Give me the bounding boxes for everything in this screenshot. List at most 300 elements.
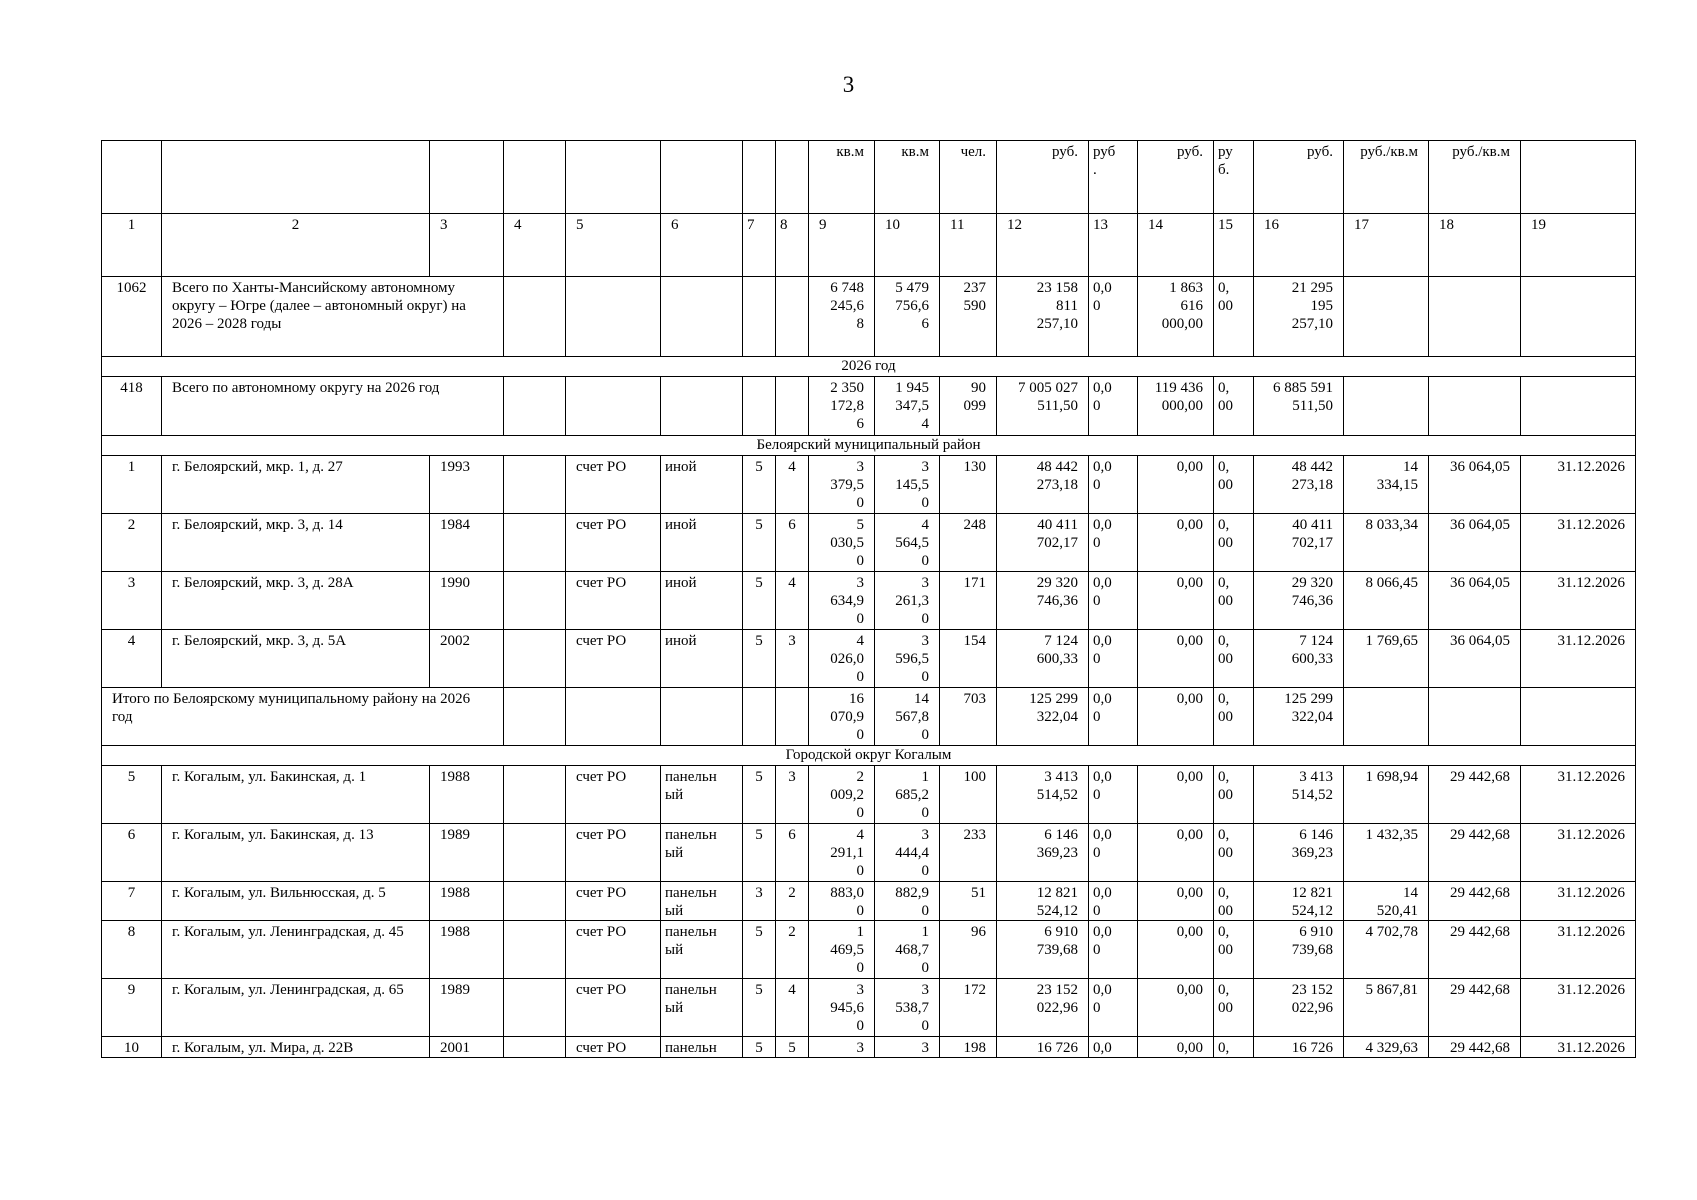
unit-header: кв.м (809, 141, 875, 214)
value-c13: 0,0 0 (1089, 277, 1138, 357)
value-c11: 237 590 (940, 277, 997, 357)
value-c16: 3 413 514,52 (1254, 766, 1344, 824)
value-c18: 29 442,68 (1429, 766, 1521, 824)
column-index: 6 (661, 214, 743, 277)
value-c10: 5 479 756,6 6 (875, 277, 940, 357)
floors: 5 (743, 1037, 776, 1058)
build-year: 1988 (430, 882, 504, 921)
build-year: 2001 (430, 1037, 504, 1058)
value-c10: 1 468,7 0 (875, 921, 940, 979)
column-index: 14 (1138, 214, 1214, 277)
value-c11: 154 (940, 630, 997, 688)
empty-cell (1521, 377, 1636, 436)
unit-header: чел. (940, 141, 997, 214)
value-c16: 16 726 (1254, 1037, 1344, 1058)
column-index: 1 (102, 214, 162, 277)
empty-cell (1429, 377, 1521, 436)
empty-cell (1429, 277, 1521, 357)
row-number: 10 (102, 1037, 162, 1058)
address: г. Когалым, ул. Бакинская, д. 13 (162, 824, 430, 882)
value-c15: 0, 00 (1214, 766, 1254, 824)
unit-header (162, 141, 430, 214)
value-c17: 1 698,94 (1344, 766, 1429, 824)
value-c15: 0, 00 (1214, 688, 1254, 746)
value-c15: 0, 00 (1214, 979, 1254, 1037)
unit-header (566, 141, 661, 214)
wall-material: панельн (661, 1037, 743, 1058)
build-year: 1989 (430, 824, 504, 882)
empty-cell (504, 377, 566, 436)
value-c9: 3 945,6 0 (809, 979, 875, 1037)
floors: 5 (743, 572, 776, 630)
value-c13: 0,0 0 (1089, 514, 1138, 572)
beloyarsky-total-row (102, 688, 1636, 746)
column-index: 4 (504, 214, 566, 277)
floors: 5 (743, 456, 776, 514)
unit-header: руб. (1138, 141, 1214, 214)
row-id: 1062 (102, 277, 162, 357)
deadline: 31.12.2026 (1521, 882, 1636, 921)
entrances: 3 (776, 766, 809, 824)
table-body (102, 141, 1636, 1058)
value-c16: 48 442 273,18 (1254, 456, 1344, 514)
value-c16: 40 411 702,17 (1254, 514, 1344, 572)
value-c13: 0,0 0 (1089, 688, 1138, 746)
unit-header: ру б. (1214, 141, 1254, 214)
value-c18: 36 064,05 (1429, 630, 1521, 688)
value-c10: 4 564,5 0 (875, 514, 940, 572)
table-row (102, 824, 1636, 882)
value-c12: 12 821 524,12 (997, 882, 1089, 921)
deadline: 31.12.2026 (1521, 824, 1636, 882)
address: г. Белоярский, мкр. 3, д. 5А (162, 630, 430, 688)
value-c18: 36 064,05 (1429, 514, 1521, 572)
column-index: 13 (1089, 214, 1138, 277)
value-c16: 21 295 195 257,10 (1254, 277, 1344, 357)
value-c17: 14 334,15 (1344, 456, 1429, 514)
column-index: 11 (940, 214, 997, 277)
value-c16: 12 821 524,12 (1254, 882, 1344, 921)
wall-material: иной (661, 572, 743, 630)
value-c18: 29 442,68 (1429, 824, 1521, 882)
empty-cell (504, 688, 566, 746)
column-index: 7 (743, 214, 776, 277)
deadline: 31.12.2026 (1521, 572, 1636, 630)
empty-cell (1521, 688, 1636, 746)
value-c15: 0, 00 (1214, 456, 1254, 514)
empty-cell (1521, 277, 1636, 357)
value-c9: 2 350 172,8 6 (809, 377, 875, 436)
value-c9: 3 379,5 0 (809, 456, 875, 514)
value-c14: 0,00 (1138, 688, 1214, 746)
row-label: Всего по Ханты-Мансийскому автономному округу – Югре (далее – автономный округ) на 2026 – 2028 годы (162, 277, 504, 357)
value-c16: 125 299 322,04 (1254, 688, 1344, 746)
value-c12: 6 910 739,68 (997, 921, 1089, 979)
table-row (102, 456, 1636, 514)
row-number: 9 (102, 979, 162, 1037)
value-c17: 1 769,65 (1344, 630, 1429, 688)
wall-material: панельн ый (661, 766, 743, 824)
value-c18: 36 064,05 (1429, 572, 1521, 630)
unit-header (743, 141, 776, 214)
value-c18: 29 442,68 (1429, 1037, 1521, 1058)
entrances: 6 (776, 824, 809, 882)
column-index: 8 (776, 214, 809, 277)
table-row (102, 921, 1636, 979)
floors: 5 (743, 824, 776, 882)
col-4 (504, 514, 566, 572)
unit-header: руб./кв.м (1344, 141, 1429, 214)
value-c10: 3 261,3 0 (875, 572, 940, 630)
empty-cell (743, 277, 776, 357)
value-c14: 119 436 000,00 (1138, 377, 1214, 436)
address: г. Белоярский, мкр. 3, д. 14 (162, 514, 430, 572)
funding-source: счет РО (566, 824, 661, 882)
value-c10: 14 567,8 0 (875, 688, 940, 746)
value-c14: 0,00 (1138, 824, 1214, 882)
value-c16: 6 146 369,23 (1254, 824, 1344, 882)
value-c15: 0, 00 (1214, 882, 1254, 921)
unit-header (430, 141, 504, 214)
value-c18: 29 442,68 (1429, 882, 1521, 921)
entrances: 4 (776, 572, 809, 630)
entrances: 4 (776, 979, 809, 1037)
empty-cell (661, 377, 743, 436)
table-row (102, 979, 1636, 1037)
funding-source: счет РО (566, 766, 661, 824)
value-c9: 5 030,5 0 (809, 514, 875, 572)
floors: 5 (743, 514, 776, 572)
column-index: 2 (162, 214, 430, 277)
value-c14: 1 863 616 000,00 (1138, 277, 1214, 357)
value-c14: 0,00 (1138, 630, 1214, 688)
table-row (102, 514, 1636, 572)
units-row (102, 141, 1636, 214)
value-c11: 100 (940, 766, 997, 824)
wall-material: панельн ый (661, 882, 743, 921)
funding-source: счет РО (566, 1037, 661, 1058)
floors: 5 (743, 921, 776, 979)
entrances: 3 (776, 630, 809, 688)
value-c11: 703 (940, 688, 997, 746)
value-c11: 233 (940, 824, 997, 882)
empty-cell (776, 277, 809, 357)
empty-cell (504, 277, 566, 357)
wall-material: иной (661, 630, 743, 688)
row-number: 3 (102, 572, 162, 630)
value-c11: 248 (940, 514, 997, 572)
empty-cell (1429, 688, 1521, 746)
wall-material: иной (661, 456, 743, 514)
value-c10: 3 444,4 0 (875, 824, 940, 882)
funding-source: счет РО (566, 979, 661, 1037)
row-number: 8 (102, 921, 162, 979)
deadline: 31.12.2026 (1521, 456, 1636, 514)
year-total-row (102, 377, 1636, 436)
column-index: 18 (1429, 214, 1521, 277)
row-label: Итого по Белоярскому муниципальному району на 2026 год (102, 688, 504, 746)
value-c12: 23 158 811 257,10 (997, 277, 1089, 357)
deadline: 31.12.2026 (1521, 979, 1636, 1037)
row-number: 7 (102, 882, 162, 921)
wall-material: панельн ый (661, 824, 743, 882)
deadline: 31.12.2026 (1521, 766, 1636, 824)
funding-source: счет РО (566, 921, 661, 979)
value-c14: 0,00 (1138, 1037, 1214, 1058)
value-c9: 883,0 0 (809, 882, 875, 921)
value-c11: 198 (940, 1037, 997, 1058)
value-c9: 3 (809, 1037, 875, 1058)
address: г. Когалым, ул. Вильнюсская, д. 5 (162, 882, 430, 921)
unit-header (776, 141, 809, 214)
col-4 (504, 456, 566, 514)
value-c17: 5 867,81 (1344, 979, 1429, 1037)
col-4 (504, 824, 566, 882)
column-index: 16 (1254, 214, 1344, 277)
empty-cell (661, 688, 743, 746)
build-year: 1989 (430, 979, 504, 1037)
value-c16: 6 910 739,68 (1254, 921, 1344, 979)
value-c12: 48 442 273,18 (997, 456, 1089, 514)
column-index: 5 (566, 214, 661, 277)
value-c12: 7 005 027 511,50 (997, 377, 1089, 436)
table-row (102, 1037, 1636, 1058)
address: г. Белоярский, мкр. 3, д. 28А (162, 572, 430, 630)
value-c17: 8 066,45 (1344, 572, 1429, 630)
unit-header (661, 141, 743, 214)
value-c15: 0, 00 (1214, 921, 1254, 979)
value-c17: 8 033,34 (1344, 514, 1429, 572)
value-c15: 0, 00 (1214, 824, 1254, 882)
value-c10: 3 (875, 1037, 940, 1058)
empty-cell (1344, 688, 1429, 746)
col-4 (504, 921, 566, 979)
value-c10: 3 538,7 0 (875, 979, 940, 1037)
entrances: 2 (776, 882, 809, 921)
value-c9: 16 070,9 0 (809, 688, 875, 746)
table-row (102, 882, 1636, 921)
col-4 (504, 766, 566, 824)
value-c15: 0, (1214, 1037, 1254, 1058)
empty-cell (566, 377, 661, 436)
value-c15: 0, 00 (1214, 277, 1254, 357)
floors: 5 (743, 630, 776, 688)
value-c14: 0,00 (1138, 979, 1214, 1037)
funding-source: счет РО (566, 572, 661, 630)
value-c11: 171 (940, 572, 997, 630)
funding-source: счет РО (566, 882, 661, 921)
value-c13: 0,0 0 (1089, 824, 1138, 882)
row-number: 1 (102, 456, 162, 514)
entrances: 2 (776, 921, 809, 979)
value-c10: 3 145,5 0 (875, 456, 940, 514)
value-c11: 90 099 (940, 377, 997, 436)
empty-cell (743, 377, 776, 436)
value-c16: 7 124 600,33 (1254, 630, 1344, 688)
unit-header (1521, 141, 1636, 214)
address: г. Когалым, ул. Ленинградская, д. 65 (162, 979, 430, 1037)
value-c13: 0,0 0 (1089, 572, 1138, 630)
entrances: 4 (776, 456, 809, 514)
value-c15: 0, 00 (1214, 572, 1254, 630)
value-c16: 23 152 022,96 (1254, 979, 1344, 1037)
build-year: 1993 (430, 456, 504, 514)
value-c14: 0,00 (1138, 766, 1214, 824)
value-c16: 6 885 591 511,50 (1254, 377, 1344, 436)
funding-source: счет РО (566, 456, 661, 514)
kogalym-section-row (102, 746, 1636, 766)
col-4 (504, 1037, 566, 1058)
row-id: 418 (102, 377, 162, 436)
value-c14: 0,00 (1138, 882, 1214, 921)
table-row (102, 572, 1636, 630)
value-c11: 51 (940, 882, 997, 921)
entrances: 5 (776, 1037, 809, 1058)
value-c12: 125 299 322,04 (997, 688, 1089, 746)
value-c10: 1 685,2 0 (875, 766, 940, 824)
value-c11: 96 (940, 921, 997, 979)
value-c15: 0, 00 (1214, 630, 1254, 688)
value-c17: 4 329,63 (1344, 1037, 1429, 1058)
deadline: 31.12.2026 (1521, 630, 1636, 688)
build-year: 2002 (430, 630, 504, 688)
value-c14: 0,00 (1138, 456, 1214, 514)
deadline: 31.12.2026 (1521, 514, 1636, 572)
row-label: Всего по автономному округу на 2026 год (162, 377, 504, 436)
build-year: 1988 (430, 766, 504, 824)
value-c9: 1 469,5 0 (809, 921, 875, 979)
empty-cell (1344, 377, 1429, 436)
address: г. Белоярский, мкр. 1, д. 27 (162, 456, 430, 514)
value-c11: 172 (940, 979, 997, 1037)
column-index: 3 (430, 214, 504, 277)
value-c13: 0,0 0 (1089, 882, 1138, 921)
deadline: 31.12.2026 (1521, 921, 1636, 979)
empty-cell (566, 688, 661, 746)
beloyarsky-section-row (102, 436, 1636, 456)
grand-total-row (102, 277, 1636, 357)
value-c13: 0,0 0 (1089, 630, 1138, 688)
column-index: 19 (1521, 214, 1636, 277)
row-number: 6 (102, 824, 162, 882)
unit-header: кв.м (875, 141, 940, 214)
value-c9: 4 026,0 0 (809, 630, 875, 688)
page-number: 3 (842, 72, 855, 97)
value-c18: 29 442,68 (1429, 921, 1521, 979)
value-c11: 130 (940, 456, 997, 514)
table-row (102, 766, 1636, 824)
section-title: Белоярский муниципальный район (102, 436, 1636, 456)
funding-source: счет РО (566, 514, 661, 572)
value-c9: 3 634,9 0 (809, 572, 875, 630)
empty-cell (776, 377, 809, 436)
section-title: Городской округ Когалым (102, 746, 1636, 766)
value-c9: 2 009,2 0 (809, 766, 875, 824)
wall-material: панельн ый (661, 921, 743, 979)
value-c18: 29 442,68 (1429, 979, 1521, 1037)
col-4 (504, 882, 566, 921)
value-c10: 3 596,5 0 (875, 630, 940, 688)
value-c15: 0, 00 (1214, 514, 1254, 572)
value-c12: 6 146 369,23 (997, 824, 1089, 882)
value-c10: 1 945 347,5 4 (875, 377, 940, 436)
value-c12: 3 413 514,52 (997, 766, 1089, 824)
value-c9: 4 291,1 0 (809, 824, 875, 882)
value-c9: 6 748 245,6 8 (809, 277, 875, 357)
funding-source: счет РО (566, 630, 661, 688)
value-c14: 0,00 (1138, 514, 1214, 572)
year-section-row (102, 357, 1636, 377)
value-c12: 16 726 (997, 1037, 1089, 1058)
unit-header: руб . (1089, 141, 1138, 214)
col-4 (504, 979, 566, 1037)
empty-cell (776, 688, 809, 746)
floors: 3 (743, 882, 776, 921)
value-c14: 0,00 (1138, 921, 1214, 979)
build-year: 1990 (430, 572, 504, 630)
row-number: 5 (102, 766, 162, 824)
column-index: 15 (1214, 214, 1254, 277)
value-c13: 0,0 0 (1089, 766, 1138, 824)
column-index: 9 (809, 214, 875, 277)
address: г. Когалым, ул. Ленинградская, д. 45 (162, 921, 430, 979)
housing-program-table (101, 140, 1636, 1058)
unit-header: руб./кв.м (1429, 141, 1521, 214)
col-4 (504, 630, 566, 688)
value-c10: 882,9 0 (875, 882, 940, 921)
value-c13: 0,0 0 (1089, 456, 1138, 514)
value-c15: 0, 00 (1214, 377, 1254, 436)
unit-header: руб. (997, 141, 1089, 214)
value-c13: 0,0 0 (1089, 921, 1138, 979)
build-year: 1984 (430, 514, 504, 572)
col-4 (504, 572, 566, 630)
value-c12: 40 411 702,17 (997, 514, 1089, 572)
floors: 5 (743, 979, 776, 1037)
value-c16: 29 320 746,36 (1254, 572, 1344, 630)
column-index: 10 (875, 214, 940, 277)
value-c17: 4 702,78 (1344, 921, 1429, 979)
unit-header: руб. (1254, 141, 1344, 214)
unit-header (504, 141, 566, 214)
column-index: 17 (1344, 214, 1429, 277)
empty-cell (1344, 277, 1429, 357)
entrances: 6 (776, 514, 809, 572)
value-c12: 23 152 022,96 (997, 979, 1089, 1037)
address: г. Когалым, ул. Бакинская, д. 1 (162, 766, 430, 824)
empty-cell (661, 277, 743, 357)
address: г. Когалым, ул. Мира, д. 22В (162, 1037, 430, 1058)
row-number: 2 (102, 514, 162, 572)
section-title: 2026 год (102, 357, 1636, 377)
value-c13: 0,0 (1089, 1037, 1138, 1058)
column-index: 12 (997, 214, 1089, 277)
empty-cell (566, 277, 661, 357)
build-year: 1988 (430, 921, 504, 979)
wall-material: иной (661, 514, 743, 572)
wall-material: панельн ый (661, 979, 743, 1037)
value-c13: 0,0 0 (1089, 979, 1138, 1037)
value-c17: 14 520,41 (1344, 882, 1429, 921)
row-number: 4 (102, 630, 162, 688)
column-index-row (102, 214, 1636, 277)
empty-cell (743, 688, 776, 746)
value-c14: 0,00 (1138, 572, 1214, 630)
value-c18: 36 064,05 (1429, 456, 1521, 514)
value-c13: 0,0 0 (1089, 377, 1138, 436)
value-c12: 7 124 600,33 (997, 630, 1089, 688)
value-c12: 29 320 746,36 (997, 572, 1089, 630)
